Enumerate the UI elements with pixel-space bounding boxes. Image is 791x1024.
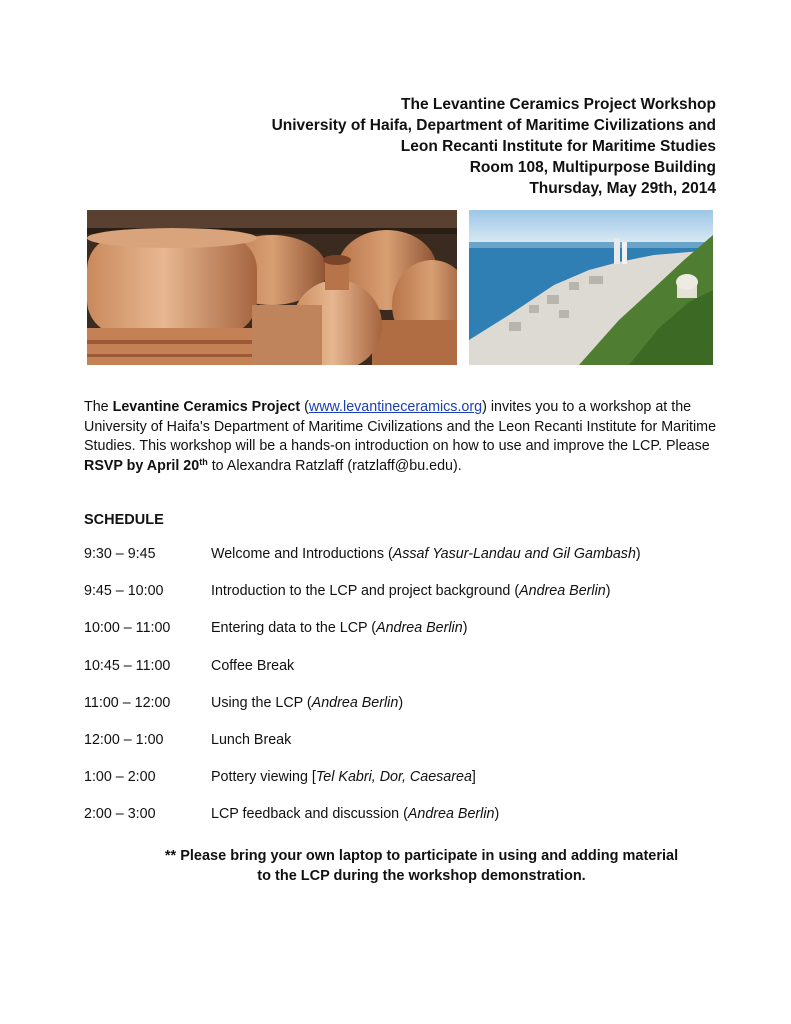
activity-close: ] <box>471 769 476 786</box>
header-room: Room 108, Multipurpose Building <box>469 159 716 176</box>
schedule-time: 12:00 – 1:00 <box>84 731 164 748</box>
activity-close: ) <box>462 620 468 637</box>
intro-text-1: The <box>84 399 113 415</box>
activity-text: Using the LCP ( <box>211 694 312 711</box>
header-title: The Levantine Ceramics Project Workshop <box>401 96 716 113</box>
schedule-time: 10:00 – 11:00 <box>84 620 171 637</box>
schedule-time: 1:00 – 2:00 <box>84 769 156 786</box>
activity-close: ) <box>635 546 641 562</box>
schedule-time: 9:45 – 10:00 <box>84 583 164 600</box>
project-name: Levantine Ceramics Project <box>112 399 301 415</box>
schedule-row <box>84 620 724 657</box>
presenter: Tel Kabri, Dor, Caesarea <box>315 769 472 786</box>
activity-close: ) <box>398 694 404 711</box>
activity-text: Pottery viewing [ <box>211 769 316 786</box>
schedule-row <box>84 546 724 583</box>
note-line-1: ** Please bring your own laptop to participate in using and adding material <box>164 848 679 864</box>
activity-close: ) <box>605 583 611 600</box>
activity-text: Introduction to the LCP and project background ( <box>211 583 520 600</box>
activity-text: LCP feedback and discussion ( <box>211 806 408 823</box>
schedule-activity <box>211 695 403 711</box>
schedule-row <box>84 583 724 620</box>
haifa-coast-photo <box>469 210 713 365</box>
schedule-row <box>84 658 724 695</box>
schedule-activity <box>211 769 476 785</box>
presenter: Andrea Berlin <box>407 806 495 823</box>
schedule-time: 10:45 – 11:00 <box>84 657 171 674</box>
activity-text: Welcome and Introductions ( <box>211 546 393 562</box>
invitation-paragraph <box>84 398 724 476</box>
header-date: Thursday, May 29th, 2014 <box>529 180 716 197</box>
schedule-row <box>84 806 724 843</box>
ceramics-photo <box>87 210 457 365</box>
laptop-note <box>84 846 759 886</box>
schedule-activity <box>211 732 291 748</box>
presenter: Assaf Yasur-Landau and Gil Gambash <box>392 546 636 562</box>
intro-text-2: ( <box>300 399 309 415</box>
presenter: Andrea Berlin <box>311 694 399 711</box>
presenter: Andrea Berlin <box>376 620 463 637</box>
schedule-activity <box>211 620 467 636</box>
note-line-2: to the LCP during the workshop demonstration. <box>257 868 586 884</box>
activity-text: Coffee Break <box>211 657 295 674</box>
schedule-list <box>84 546 724 844</box>
project-website-link[interactable]: www.levantineceramics.org <box>308 399 483 415</box>
document-header <box>272 94 716 199</box>
intro-text-3: ) invites you to a workshop at the University of Haifa's Department of Maritime Civilizations and the Leon Recanti Institute for Maritime Studies. This workshop will be a hands-on introduction on how to use and improve the LCP. Please <box>84 399 717 454</box>
activity-text: Entering data to the LCP ( <box>211 620 377 637</box>
rsvp-deadline <box>84 458 208 474</box>
header-department: University of Haifa, Department of Maritime Civilizations and <box>271 117 716 134</box>
schedule-row <box>84 732 724 769</box>
schedule-activity <box>211 806 499 822</box>
schedule-activity <box>211 658 294 674</box>
presenter: Andrea Berlin <box>519 583 606 600</box>
activity-text: Lunch Break <box>211 731 292 748</box>
schedule-activity <box>211 546 641 562</box>
activity-close: ) <box>494 806 500 823</box>
rsvp-superscript: th <box>199 456 208 467</box>
header-institute: Leon Recanti Institute for Maritime Studies <box>400 138 716 155</box>
schedule-time: 11:00 – 12:00 <box>84 694 171 711</box>
schedule-time: 9:30 – 9:45 <box>84 546 156 562</box>
rsvp-text: RSVP by April 20 <box>84 457 200 474</box>
schedule-row <box>84 769 724 806</box>
schedule-time: 2:00 – 3:00 <box>84 806 156 823</box>
schedule-activity <box>211 583 611 599</box>
schedule-row <box>84 695 724 732</box>
intro-text-4: to Alexandra Ratzlaff (ratzlaff@bu.edu). <box>207 457 462 474</box>
schedule-heading: SCHEDULE <box>84 512 164 528</box>
